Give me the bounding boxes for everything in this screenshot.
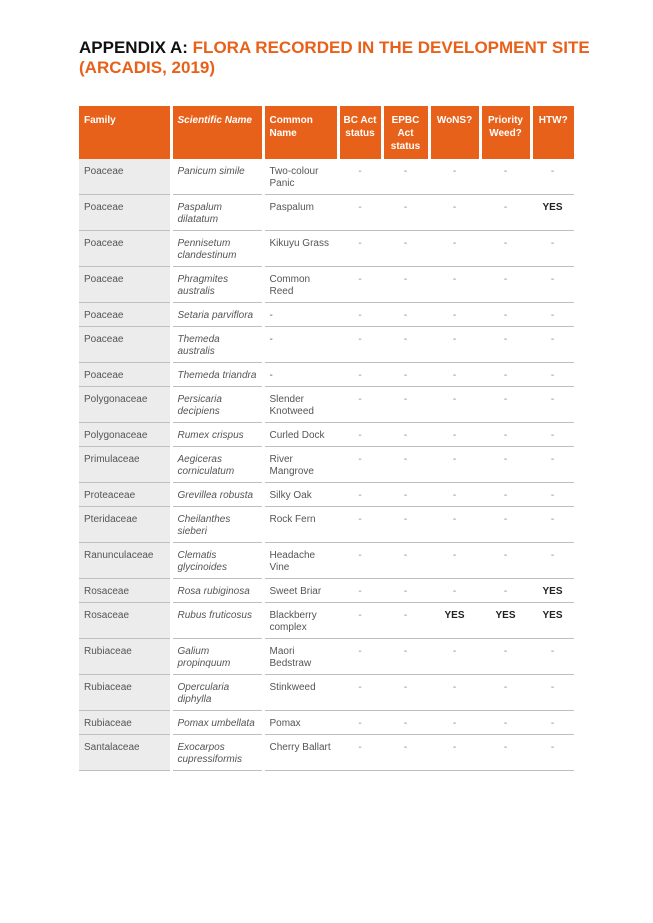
cell-wons: - [429,387,480,423]
cell-priority-weed: YES [480,603,531,639]
cell-wons: - [429,447,480,483]
cell-scientific-name: Cheilanthes sieberi [171,507,263,543]
cell-epbc-act-status: - [382,711,429,735]
cell-wons: - [429,327,480,363]
cell-epbc-act-status: - [382,579,429,603]
cell-htw: - [531,543,574,579]
header-scientific-name: Scientific Name [171,106,263,159]
cell-scientific-name: Phragmites australis [171,267,263,303]
cell-scientific-name: Clematis glycinoides [171,543,263,579]
table-row [79,603,574,639]
cell-wons: - [429,423,480,447]
cell-common-name: Slender Knotweed [263,387,338,423]
table-row [79,423,574,447]
cell-scientific-name: Grevillea robusta [171,483,263,507]
cell-bc-act-status: - [338,195,382,231]
cell-bc-act-status: - [338,387,382,423]
header-priority-weed: Priority Weed? [480,106,531,159]
cell-priority-weed: - [480,267,531,303]
cell-epbc-act-status: - [382,507,429,543]
cell-epbc-act-status: - [382,231,429,267]
cell-bc-act-status: - [338,447,382,483]
cell-priority-weed: - [480,195,531,231]
cell-common-name: Rock Fern [263,507,338,543]
cell-bc-act-status: - [338,363,382,387]
cell-scientific-name: Rubus fruticosus [171,603,263,639]
cell-epbc-act-status: - [382,195,429,231]
cell-scientific-name: Pomax umbellata [171,711,263,735]
cell-common-name: Kikuyu Grass [263,231,338,267]
table-row [79,507,574,543]
table-row [79,735,574,771]
cell-epbc-act-status: - [382,675,429,711]
cell-bc-act-status: - [338,735,382,771]
cell-scientific-name: Rumex crispus [171,423,263,447]
cell-family: Rubiaceae [79,711,171,735]
cell-common-name: Silky Oak [263,483,338,507]
cell-wons: - [429,735,480,771]
cell-wons: - [429,675,480,711]
cell-wons: - [429,267,480,303]
cell-priority-weed: - [480,231,531,267]
cell-family: Rosaceae [79,603,171,639]
cell-scientific-name: Opercularia diphylla [171,675,263,711]
cell-priority-weed: - [480,303,531,327]
table-row [79,711,574,735]
table-row [79,195,574,231]
cell-bc-act-status: - [338,711,382,735]
cell-common-name: Curled Dock [263,423,338,447]
cell-family: Poaceae [79,195,171,231]
cell-bc-act-status: - [338,639,382,675]
cell-priority-weed: - [480,483,531,507]
cell-htw: YES [531,579,574,603]
table-body [79,159,574,771]
cell-family: Poaceae [79,231,171,267]
cell-common-name: Cherry Ballart [263,735,338,771]
cell-htw: - [531,507,574,543]
cell-epbc-act-status: - [382,303,429,327]
cell-family: Pteridaceae [79,507,171,543]
cell-htw: - [531,423,574,447]
cell-common-name: River Mangrove [263,447,338,483]
cell-bc-act-status: - [338,267,382,303]
cell-bc-act-status: - [338,231,382,267]
header-htw: HTW? [531,106,574,159]
cell-bc-act-status: - [338,543,382,579]
table-row [79,639,574,675]
cell-htw: - [531,711,574,735]
cell-wons: - [429,231,480,267]
cell-family: Polygonaceae [79,423,171,447]
cell-epbc-act-status: - [382,603,429,639]
cell-htw: YES [531,195,574,231]
cell-family: Primulaceae [79,447,171,483]
cell-scientific-name: Themeda australis [171,327,263,363]
cell-family: Proteaceae [79,483,171,507]
cell-epbc-act-status: - [382,159,429,195]
cell-wons: - [429,159,480,195]
cell-wons: - [429,639,480,675]
cell-epbc-act-status: - [382,483,429,507]
cell-priority-weed: - [480,735,531,771]
cell-priority-weed: - [480,711,531,735]
table-row [79,543,574,579]
cell-htw: - [531,483,574,507]
cell-htw: - [531,363,574,387]
cell-priority-weed: - [480,507,531,543]
cell-common-name: Paspalum [263,195,338,231]
cell-bc-act-status: - [338,483,382,507]
cell-wons: - [429,711,480,735]
cell-family: Ranunculaceae [79,543,171,579]
header-bc-act: BC Act status [338,106,382,159]
cell-bc-act-status: - [338,159,382,195]
table-row [79,363,574,387]
table-row [79,387,574,423]
cell-epbc-act-status: - [382,423,429,447]
cell-common-name: Maori Bedstraw [263,639,338,675]
header-row [79,106,574,159]
cell-common-name: Common Reed [263,267,338,303]
cell-priority-weed: - [480,447,531,483]
cell-family: Poaceae [79,363,171,387]
cell-common-name: - [263,363,338,387]
cell-htw: - [531,327,574,363]
flora-table [79,106,574,771]
cell-common-name: Two-colour Panic [263,159,338,195]
cell-scientific-name: Galium propinquum [171,639,263,675]
table-row [79,303,574,327]
cell-scientific-name: Themeda triandra [171,363,263,387]
cell-scientific-name: Aegiceras corniculatum [171,447,263,483]
cell-common-name: Stinkweed [263,675,338,711]
cell-priority-weed: - [480,675,531,711]
cell-epbc-act-status: - [382,363,429,387]
cell-priority-weed: - [480,363,531,387]
cell-epbc-act-status: - [382,387,429,423]
cell-epbc-act-status: - [382,447,429,483]
table-row [79,447,574,483]
cell-epbc-act-status: - [382,543,429,579]
cell-scientific-name: Panicum simile [171,159,263,195]
cell-htw: - [531,159,574,195]
cell-wons: - [429,483,480,507]
cell-priority-weed: - [480,159,531,195]
cell-priority-weed: - [480,423,531,447]
table-row [79,159,574,195]
cell-common-name: - [263,303,338,327]
cell-bc-act-status: - [338,423,382,447]
cell-family: Santalaceae [79,735,171,771]
title-main: FLORA RECORDED IN THE DEVELOPMENT SITE (ARCADIS, 2019) [79,38,590,77]
cell-htw: YES [531,603,574,639]
cell-family: Rubiaceae [79,639,171,675]
cell-wons: - [429,363,480,387]
header-epbc-act: EPBC Act status [382,106,429,159]
cell-htw: - [531,231,574,267]
cell-bc-act-status: - [338,303,382,327]
cell-epbc-act-status: - [382,639,429,675]
cell-bc-act-status: - [338,327,382,363]
cell-family: Poaceae [79,327,171,363]
cell-wons: - [429,303,480,327]
cell-htw: - [531,387,574,423]
cell-priority-weed: - [480,327,531,363]
cell-scientific-name: Persicaria decipiens [171,387,263,423]
cell-common-name: Headache Vine [263,543,338,579]
cell-priority-weed: - [480,387,531,423]
cell-htw: - [531,267,574,303]
cell-family: Rubiaceae [79,675,171,711]
cell-scientific-name: Paspalum dilatatum [171,195,263,231]
title-prefix: APPENDIX A: [79,38,193,57]
cell-family: Poaceae [79,159,171,195]
header-wons: WoNS? [429,106,480,159]
cell-family: Polygonaceae [79,387,171,423]
cell-epbc-act-status: - [382,327,429,363]
cell-scientific-name: Pennisetum clandestinum [171,231,263,267]
cell-priority-weed: - [480,579,531,603]
cell-htw: - [531,675,574,711]
cell-bc-act-status: - [338,603,382,639]
cell-scientific-name: Exocarpos cupressiformis [171,735,263,771]
cell-wons: YES [429,603,480,639]
cell-family: Poaceae [79,303,171,327]
cell-bc-act-status: - [338,507,382,543]
cell-bc-act-status: - [338,675,382,711]
cell-htw: - [531,735,574,771]
cell-scientific-name: Setaria parviflora [171,303,263,327]
table-row [79,579,574,603]
cell-htw: - [531,639,574,675]
cell-wons: - [429,579,480,603]
table-row [79,675,574,711]
cell-common-name: Pomax [263,711,338,735]
header-family: Family [79,106,171,159]
table-row [79,267,574,303]
page-title [79,38,599,78]
cell-htw: - [531,303,574,327]
cell-bc-act-status: - [338,579,382,603]
cell-priority-weed: - [480,543,531,579]
cell-common-name: Sweet Briar [263,579,338,603]
cell-priority-weed: - [480,639,531,675]
cell-family: Poaceae [79,267,171,303]
cell-common-name: - [263,327,338,363]
cell-wons: - [429,507,480,543]
cell-htw: - [531,447,574,483]
table-row [79,231,574,267]
cell-scientific-name: Rosa rubiginosa [171,579,263,603]
cell-common-name: Blackberry complex [263,603,338,639]
header-common-name: Common Name [263,106,338,159]
cell-family: Rosaceae [79,579,171,603]
table-row [79,327,574,363]
table-row [79,483,574,507]
cell-epbc-act-status: - [382,735,429,771]
cell-wons: - [429,195,480,231]
cell-wons: - [429,543,480,579]
cell-epbc-act-status: - [382,267,429,303]
